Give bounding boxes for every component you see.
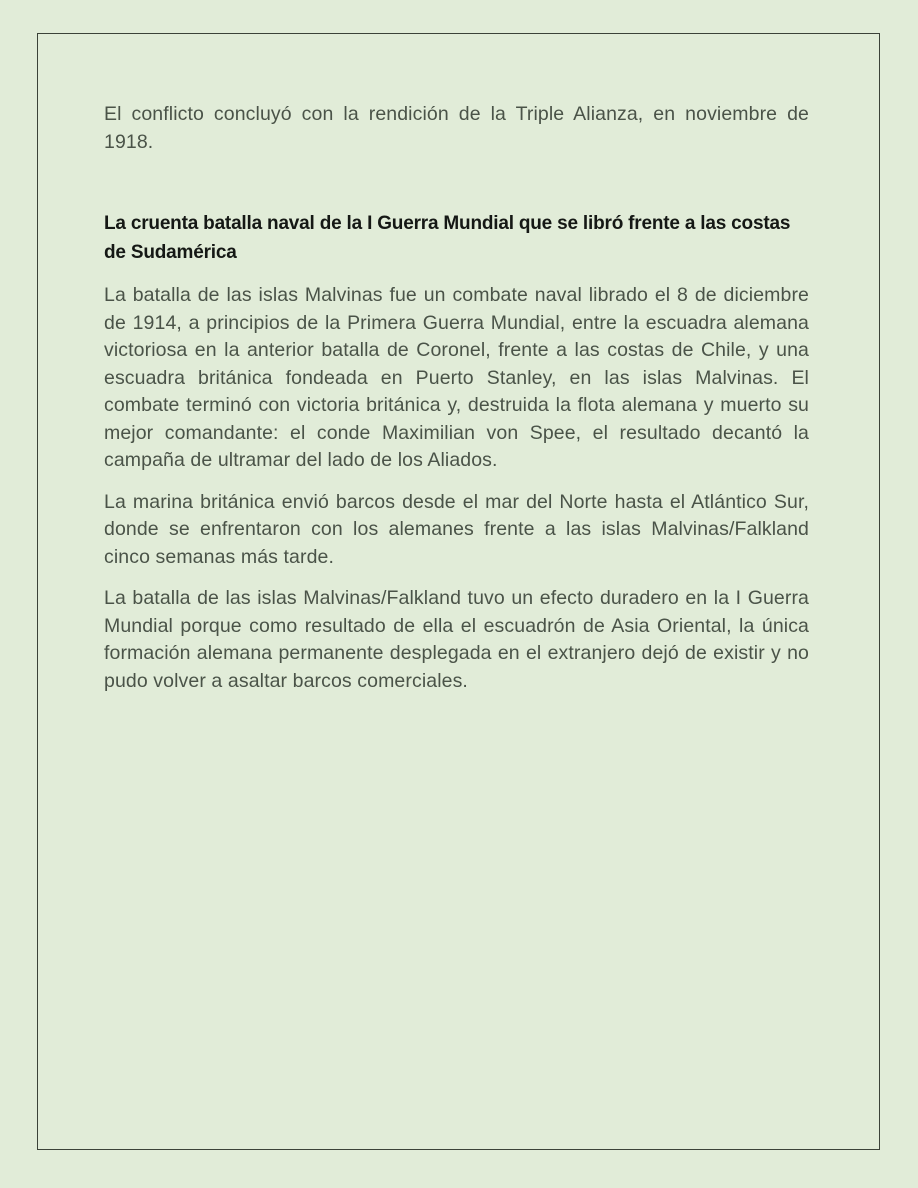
body-paragraph-battle-overview: La batalla de las islas Malvinas fue un combate naval librado el 8 de diciembre de 1914, a principios de la Primera Guerra Mundial, entre la escuadra alemana victoriosa en la anterior batalla de Coronel, frente a las costas de Chile, y una escuadra británica fondeada en Puerto Stanley, en las islas Malvinas. El combate terminó con victoria británica y, destruida la flota alemana y muerto su mejor comandante: el conde Maximilian von Spee, el resultado decantó la campaña de ultramar del lado de los Aliados.	[104, 284, 809, 471]
body-paragraph-lasting-effect: La batalla de las islas Malvinas/Falkland tuvo un efecto duradero en la I Guerra Mundial porque como resultado de ella el escuadrón de Asia Oriental, la única formación alemana permanente desplegada en el extranjero dejó de existir y no pudo volver a asaltar barcos comerciales.	[104, 587, 809, 692]
body-paragraph-british-navy: La marina británica envió barcos desde el mar del Norte hasta el Atlántico Sur, donde se enfrentaron con los alemanes frente a las islas Malvinas/Falkland cinco semanas más tarde.	[104, 490, 809, 568]
section-heading: La cruenta batalla naval de la I Guerra Mundial que se libró frente a las costas de Sudamérica	[104, 213, 791, 263]
intro-paragraph: El conflicto concluyó con la rendición de la Triple Alianza, en noviembre de 1918.	[104, 103, 809, 153]
document-content	[104, 101, 809, 709]
